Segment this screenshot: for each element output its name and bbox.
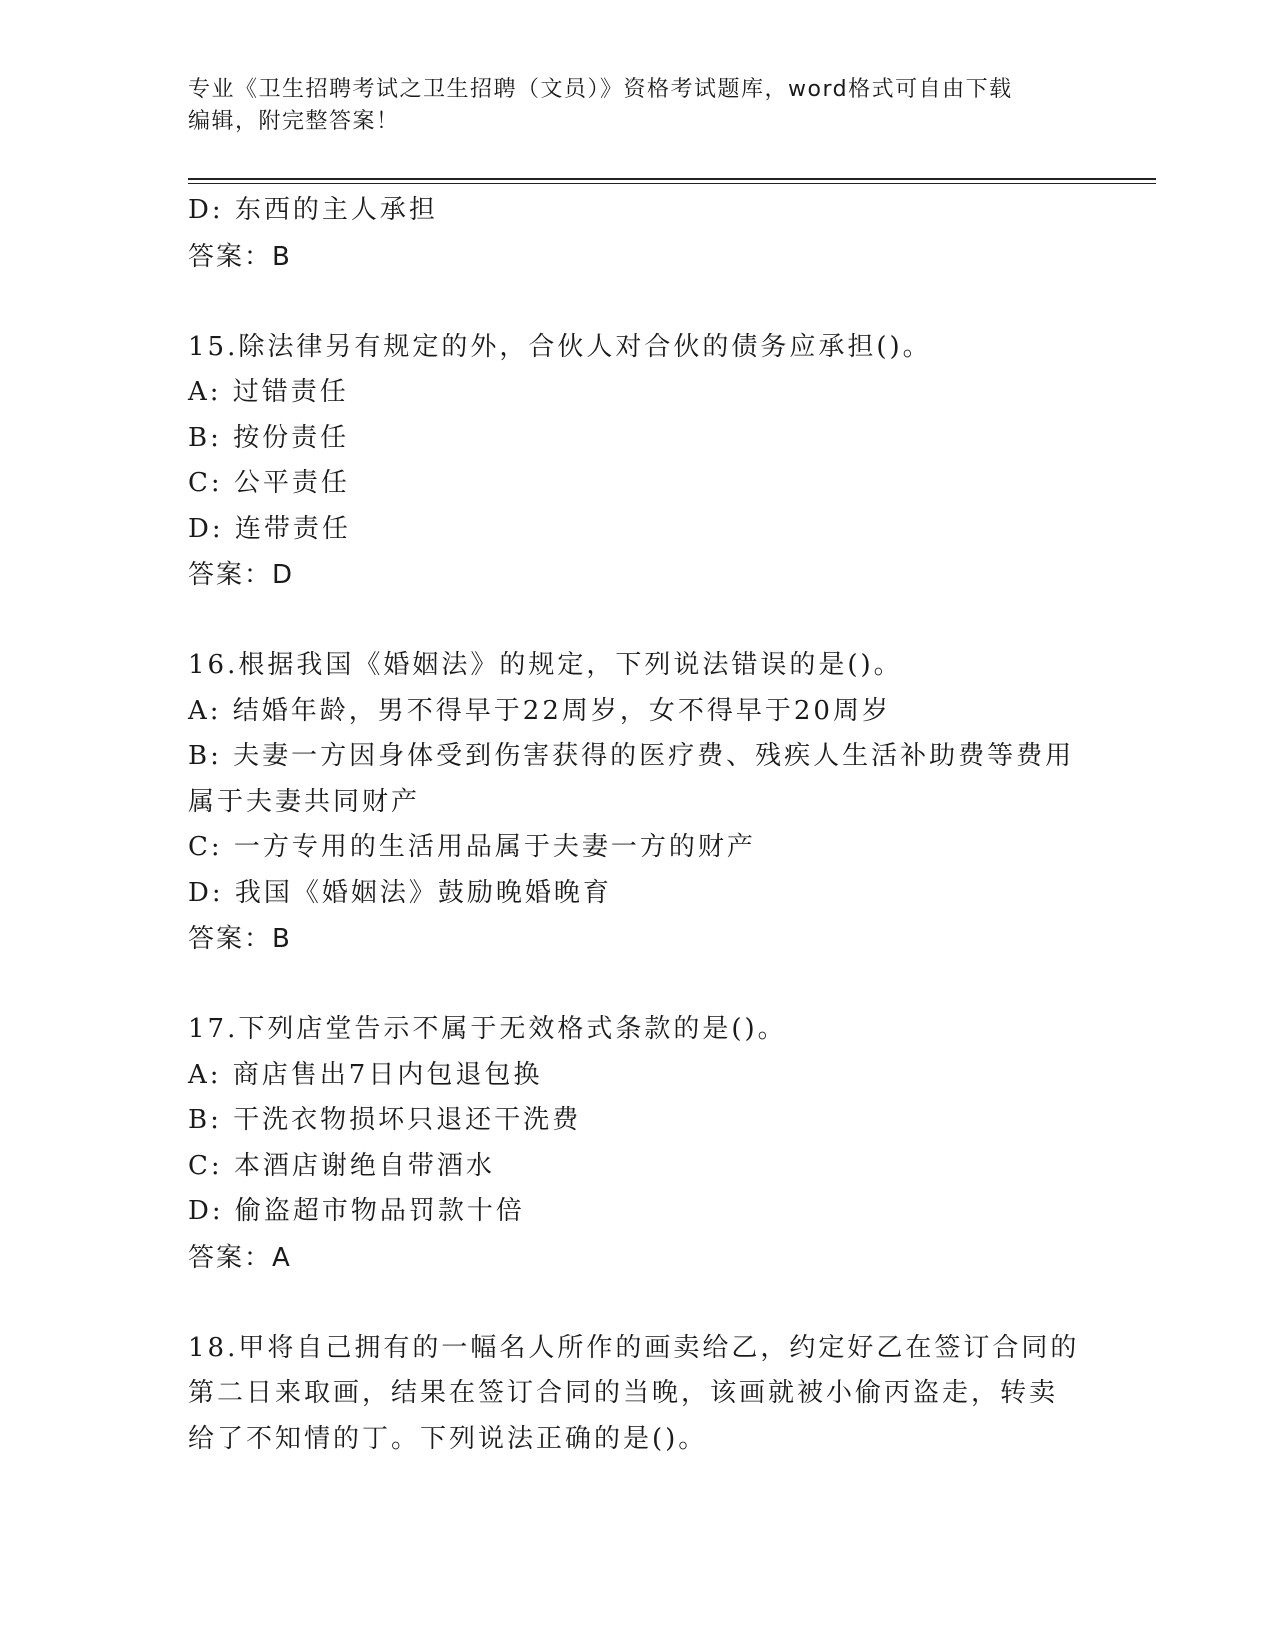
question-15-option-b: B: 按份责任 [188, 422, 350, 453]
spacer [188, 280, 1088, 325]
question-16-answer: 答案：B [188, 924, 292, 954]
question-15-option-d: D: 连带责任 [188, 513, 351, 544]
header-divider-thin [188, 183, 1156, 184]
question-16-option-b: B: 夫妻一方因身体受到伤害获得的医疗费、残疾人生活补助费等费用 [188, 741, 1075, 771]
question-16-option-a: A: 结婚年龄，男不得早于22周岁，女不得早于20周岁 [188, 695, 891, 726]
spacer [188, 962, 1088, 1007]
question-15-answer: 答案：D [188, 560, 295, 590]
question-18-stem-line-3: 给了不知情的丁。下列说法正确的是()。 [188, 1423, 708, 1454]
question-content [188, 188, 1088, 1462]
page-header [188, 74, 1068, 138]
question-16-option-d: D: 我国《婚姻法》鼓励晚婚晚育 [188, 877, 612, 908]
header-line-2: 编辑，附完整答案！ [188, 109, 400, 134]
header-line-1: 专业《卫生招聘考试之卫生招聘（文员）》资格考试题库，word格式可自由下载 [188, 77, 1013, 102]
header-divider [188, 178, 1156, 180]
question-15-option-c: C: 公平责任 [188, 468, 350, 498]
question-16-stem: 16.根据我国《婚姻法》的规定，下列说法错误的是()。 [188, 650, 903, 680]
question-16-option-c: C: 一方专用的生活用品属于夫妻一方的财产 [188, 832, 756, 862]
question-17-option-b: B: 干洗衣物损坏只退还干洗费 [188, 1105, 582, 1135]
spacer [188, 1281, 1088, 1326]
prev-answer: 答案：B [188, 241, 292, 272]
question-18-stem-line-1: 18.甲将自己拥有的一幅名人所作的画卖给乙，约定好乙在签订合同的 [188, 1332, 1080, 1363]
question-17-option-d: D: 偷盗超市物品罚款十倍 [188, 1196, 525, 1226]
question-17-option-a: A: 商店售出7日内包退包换 [188, 1059, 543, 1090]
prev-option-d: D: 东西的主人承担 [188, 195, 438, 225]
question-17-stem: 17.下列店堂告示不属于无效格式条款的是()。 [188, 1014, 787, 1044]
question-16-option-b-cont: 属于夫妻共同财产 [188, 786, 421, 817]
question-17-answer: 答案：A [188, 1242, 292, 1273]
question-18-stem-line-2: 第二日来取画，结果在签订合同的当晚，该画就被小偷丙盗走，转卖 [188, 1378, 1059, 1408]
spacer [188, 598, 1088, 643]
question-15-stem: 15.除法律另有规定的外，合伙人对合伙的债务应承担()。 [188, 331, 932, 362]
question-17-option-c: C: 本酒店谢绝自带酒水 [188, 1150, 495, 1181]
question-15-option-a: A: 过错责任 [188, 377, 349, 407]
